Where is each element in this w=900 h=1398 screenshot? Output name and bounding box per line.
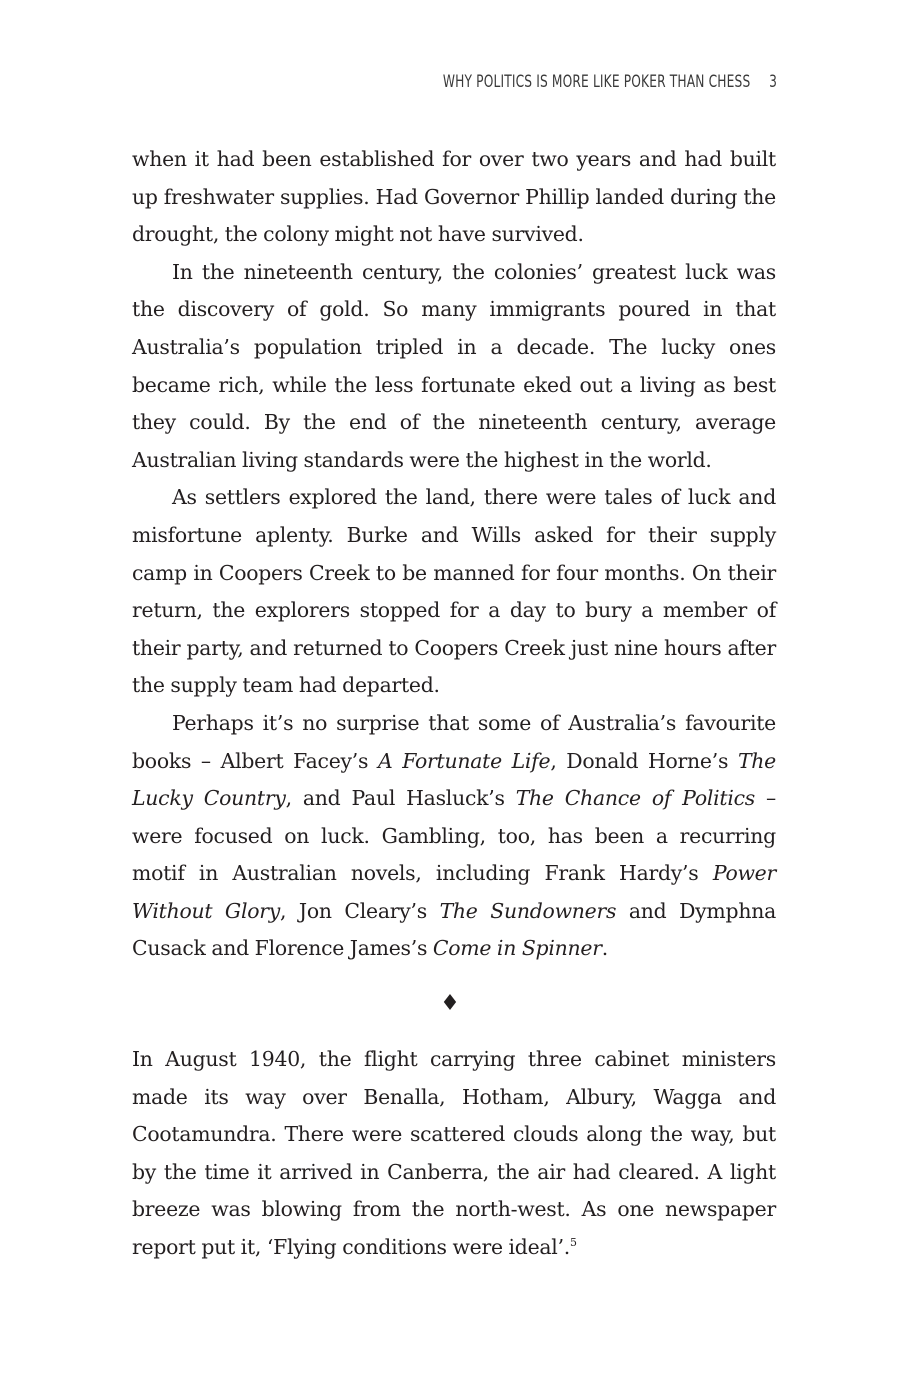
paragraph-4-text: – were focused on luck. Gambling, too, has been a recurring motif in Australian novels, including Frank Hardy’s <box>132 786 776 886</box>
book-title-sundowners: The Sundowners <box>439 898 617 923</box>
paragraph-3-text: As settlers explored the land, there were tales of luck and misfortune aplenty. Burke and Wills asked for their supply camp in Coopers Creek to be manned for four months. On their return, the explorers stopped for a day to bury a member of their party, and returned to Coopers Creek just nine hours after the supply team had departed. <box>132 485 776 698</box>
paragraph-1-text: when it had been established for over two years and had built up freshwater supplies. Had Governor Phillip landed during the drought, the colony might not have survived. <box>132 147 776 247</box>
book-title-chance-of-politics: The Chance of Politics <box>515 786 755 811</box>
paragraph-4-text: , and Paul Hasluck’s <box>285 786 516 811</box>
paragraph-4-text: . <box>601 936 608 961</box>
paragraph-2 <box>132 254 776 480</box>
paragraph-5 <box>132 1041 776 1267</box>
running-title: WHY POLITICS IS MORE LIKE POKER THAN CHESS <box>442 72 751 92</box>
paragraph-4-text: , Jon Cleary’s <box>280 898 440 923</box>
page-number: 3 <box>769 72 777 92</box>
paragraph-4-text: Perhaps it’s no surprise that some of Australia’s favourite books – Albert Facey’s <box>132 710 776 773</box>
paragraph-2-text: In the nineteenth century, the colonies’ greatest luck was the discovery of gold. So many immigrants poured in that Australia’s population tripled in a decade. The lucky ones became rich, while the less fortunate eked out a living as best they could. By the end of the nineteenth century, average Australian living standards were the highest in the world. <box>132 259 776 472</box>
book-title-come-in-spinner: Come in Spinner <box>432 936 602 961</box>
section-break-diamond-icon: ♦ <box>440 991 460 1016</box>
book-title-power-without-glory: Power Without Glory <box>132 861 776 923</box>
paragraph-4-text: and Dymphna Cusack and Florence James’s <box>132 898 776 961</box>
book-title-lucky-country: The Lucky Country <box>132 748 776 811</box>
paragraph-4-text: , Donald Horne’s <box>550 748 738 773</box>
text-block-top <box>132 141 776 968</box>
paragraph-4 <box>132 705 776 968</box>
footnote-marker: 5 <box>570 1235 577 1249</box>
paragraph-5-text: In August 1940, the flight carrying three cabinet ministers made its way over Benalla, Hotham, Albury, Wagga and Cootamundra. There were scattered clouds along the way, but by the time it arrived in Canberra, the air had cleared. A light breeze was blowing from the north-west. As one newspaper report put it, ‘Flying conditions were ideal’. <box>132 1047 776 1259</box>
paragraph-1 <box>132 141 776 254</box>
running-head <box>443 72 777 92</box>
book-title-fortunate-life: A Fortunate Life <box>378 748 551 773</box>
text-block-bottom <box>132 1041 776 1267</box>
paragraph-3 <box>132 479 776 705</box>
